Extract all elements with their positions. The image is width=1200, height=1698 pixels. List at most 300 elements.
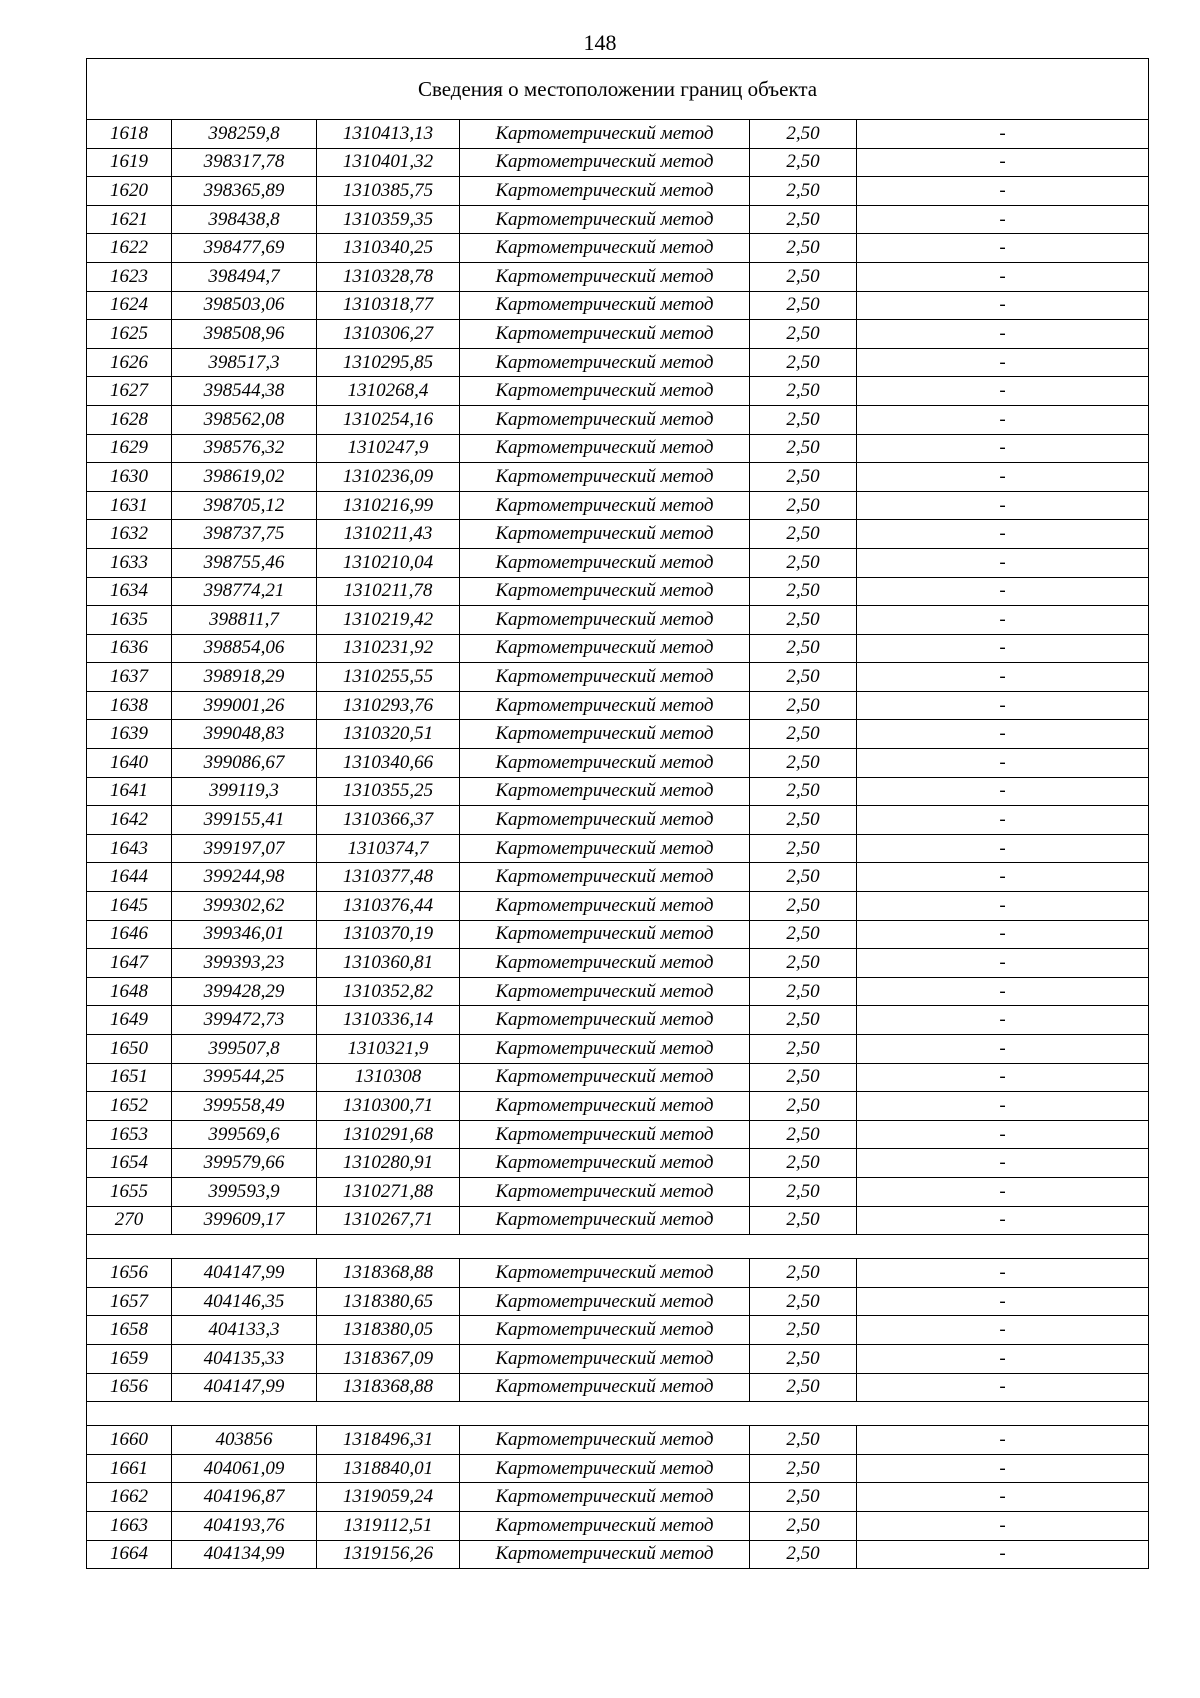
cell-note: -: [857, 1511, 1149, 1540]
cell-note: -: [857, 634, 1149, 663]
cell-note: -: [857, 663, 1149, 692]
cell-precision: 2,50: [750, 348, 857, 377]
separator-row: [87, 1235, 1149, 1259]
cell-note: -: [857, 1006, 1149, 1035]
cell-precision: 2,50: [750, 1426, 857, 1455]
cell-point-number: 1644: [87, 863, 172, 892]
cell-precision: 2,50: [750, 1120, 857, 1149]
cell-point-number: 1655: [87, 1177, 172, 1206]
cell-note: -: [857, 348, 1149, 377]
cell-method: Картометрический метод: [460, 1035, 750, 1064]
cell-precision: 2,50: [750, 1316, 857, 1345]
cell-method: Картометрический метод: [460, 920, 750, 949]
cell-point-number: 1631: [87, 491, 172, 520]
cell-note: -: [857, 1063, 1149, 1092]
cell-point-number: 1646: [87, 920, 172, 949]
cell-note: -: [857, 834, 1149, 863]
cell-coordinate-y: 1310271,88: [317, 1177, 460, 1206]
table-row: [87, 606, 1149, 635]
cell-coordinate-x: 398737,75: [172, 520, 317, 549]
table-row: [87, 1426, 1149, 1455]
cell-precision: 2,50: [750, 320, 857, 349]
table-row: [87, 834, 1149, 863]
cell-coordinate-x: 404133,3: [172, 1316, 317, 1345]
cell-precision: 2,50: [750, 1511, 857, 1540]
table-row: [87, 663, 1149, 692]
table-row: [87, 1287, 1149, 1316]
table-row: [87, 977, 1149, 1006]
cell-point-number: 1634: [87, 577, 172, 606]
cell-coordinate-x: 398508,96: [172, 320, 317, 349]
table-row: [87, 434, 1149, 463]
cell-coordinate-y: 1310280,91: [317, 1149, 460, 1178]
cell-method: Картометрический метод: [460, 663, 750, 692]
cell-point-number: 1657: [87, 1287, 172, 1316]
cell-note: -: [857, 1092, 1149, 1121]
cell-coordinate-x: 399086,67: [172, 749, 317, 778]
table-row: [87, 205, 1149, 234]
cell-method: Картометрический метод: [460, 1259, 750, 1288]
cell-coordinate-y: 1318368,88: [317, 1259, 460, 1288]
cell-point-number: 1619: [87, 148, 172, 177]
cell-point-number: 1647: [87, 949, 172, 978]
cell-point-number: 1628: [87, 405, 172, 434]
cell-method: Картометрический метод: [460, 949, 750, 978]
cell-method: Картометрический метод: [460, 1316, 750, 1345]
cell-coordinate-x: 398755,46: [172, 548, 317, 577]
cell-coordinate-x: 404146,35: [172, 1287, 317, 1316]
cell-point-number: 1641: [87, 777, 172, 806]
cell-coordinate-x: 398811,7: [172, 606, 317, 635]
cell-point-number: 1625: [87, 320, 172, 349]
cell-note: -: [857, 949, 1149, 978]
cell-note: -: [857, 1454, 1149, 1483]
cell-method: Картометрический метод: [460, 120, 750, 149]
cell-point-number: 1642: [87, 806, 172, 835]
cell-point-number: 1627: [87, 377, 172, 406]
cell-coordinate-y: 1310385,75: [317, 177, 460, 206]
table-row: [87, 634, 1149, 663]
cell-coordinate-y: 1318840,01: [317, 1454, 460, 1483]
table-row: [87, 749, 1149, 778]
cell-precision: 2,50: [750, 177, 857, 206]
cell-method: Картометрический метод: [460, 1344, 750, 1373]
cell-precision: 2,50: [750, 634, 857, 663]
cell-coordinate-x: 399609,17: [172, 1206, 317, 1235]
cell-note: -: [857, 691, 1149, 720]
table-title: Сведения о местоположении границ объекта: [87, 59, 1149, 120]
cell-coordinate-y: 1318380,65: [317, 1287, 460, 1316]
cell-point-number: 1640: [87, 749, 172, 778]
cell-method: Картометрический метод: [460, 434, 750, 463]
cell-coordinate-y: 1310328,78: [317, 262, 460, 291]
cell-precision: 2,50: [750, 1092, 857, 1121]
cell-point-number: 1637: [87, 663, 172, 692]
cell-note: -: [857, 205, 1149, 234]
cell-coordinate-y: 1319059,24: [317, 1483, 460, 1512]
cell-note: -: [857, 1035, 1149, 1064]
cell-coordinate-x: 399472,73: [172, 1006, 317, 1035]
cell-method: Картометрический метод: [460, 1120, 750, 1149]
cell-method: Картометрический метод: [460, 749, 750, 778]
cell-coordinate-x: 404147,99: [172, 1259, 317, 1288]
cell-point-number: 1620: [87, 177, 172, 206]
cell-coordinate-x: 398494,7: [172, 262, 317, 291]
cell-method: Картометрический метод: [460, 148, 750, 177]
cell-coordinate-y: 1310370,19: [317, 920, 460, 949]
cell-point-number: 1626: [87, 348, 172, 377]
cell-precision: 2,50: [750, 834, 857, 863]
cell-coordinate-y: 1310267,71: [317, 1206, 460, 1235]
cell-precision: 2,50: [750, 405, 857, 434]
cell-note: -: [857, 120, 1149, 149]
cell-note: -: [857, 1344, 1149, 1373]
cell-coordinate-x: 399001,26: [172, 691, 317, 720]
cell-note: -: [857, 491, 1149, 520]
separator-row: [87, 1402, 1149, 1426]
cell-point-number: 1643: [87, 834, 172, 863]
table-row: [87, 1344, 1149, 1373]
cell-point-number: 1638: [87, 691, 172, 720]
cell-note: -: [857, 606, 1149, 635]
cell-coordinate-y: 1318367,09: [317, 1344, 460, 1373]
cell-coordinate-y: 1310355,25: [317, 777, 460, 806]
cell-method: Картометрический метод: [460, 1149, 750, 1178]
cell-precision: 2,50: [750, 1206, 857, 1235]
cell-method: Картометрический метод: [460, 520, 750, 549]
cell-coordinate-x: 398517,3: [172, 348, 317, 377]
cell-note: -: [857, 749, 1149, 778]
table-row: [87, 1316, 1149, 1345]
cell-coordinate-x: 403856: [172, 1426, 317, 1455]
cell-method: Картометрический метод: [460, 205, 750, 234]
cell-point-number: 1621: [87, 205, 172, 234]
table-header-row: [87, 59, 1149, 120]
cell-coordinate-x: 398317,78: [172, 148, 317, 177]
cell-coordinate-x: 398503,06: [172, 291, 317, 320]
cell-note: -: [857, 863, 1149, 892]
cell-coordinate-y: 1310300,71: [317, 1092, 460, 1121]
cell-note: -: [857, 291, 1149, 320]
cell-precision: 2,50: [750, 777, 857, 806]
cell-point-number: 1622: [87, 234, 172, 263]
table-row: [87, 720, 1149, 749]
cell-method: Картометрический метод: [460, 1540, 750, 1569]
cell-point-number: 1654: [87, 1149, 172, 1178]
cell-method: Картометрический метод: [460, 405, 750, 434]
cell-coordinate-x: 399119,3: [172, 777, 317, 806]
cell-coordinate-y: 1310340,66: [317, 749, 460, 778]
cell-precision: 2,50: [750, 691, 857, 720]
cell-note: -: [857, 577, 1149, 606]
cell-precision: 2,50: [750, 262, 857, 291]
cell-note: -: [857, 1373, 1149, 1402]
cell-coordinate-x: 398365,89: [172, 177, 317, 206]
cell-precision: 2,50: [750, 663, 857, 692]
cell-method: Картометрический метод: [460, 1454, 750, 1483]
cell-coordinate-y: 1319156,26: [317, 1540, 460, 1569]
cell-coordinate-y: 1310320,51: [317, 720, 460, 749]
table-row: [87, 920, 1149, 949]
cell-point-number: 1658: [87, 1316, 172, 1345]
cell-note: -: [857, 806, 1149, 835]
cell-coordinate-y: 1310318,77: [317, 291, 460, 320]
cell-point-number: 1623: [87, 262, 172, 291]
cell-coordinate-x: 398477,69: [172, 234, 317, 263]
cell-coordinate-x: 398705,12: [172, 491, 317, 520]
cell-precision: 2,50: [750, 977, 857, 1006]
cell-coordinate-x: 398544,38: [172, 377, 317, 406]
cell-note: -: [857, 920, 1149, 949]
cell-precision: 2,50: [750, 749, 857, 778]
cell-precision: 2,50: [750, 491, 857, 520]
cell-coordinate-y: 1310321,9: [317, 1035, 460, 1064]
cell-point-number: 1659: [87, 1344, 172, 1373]
cell-precision: 2,50: [750, 949, 857, 978]
cell-point-number: 1632: [87, 520, 172, 549]
cell-method: Картометрический метод: [460, 320, 750, 349]
cell-coordinate-x: 398259,8: [172, 120, 317, 149]
cell-coordinate-y: 1318496,31: [317, 1426, 460, 1455]
cell-coordinate-y: 1310374,7: [317, 834, 460, 863]
cell-note: -: [857, 177, 1149, 206]
table-row: [87, 234, 1149, 263]
cell-point-number: 1660: [87, 1426, 172, 1455]
table-row: [87, 1149, 1149, 1178]
table-row: [87, 463, 1149, 492]
cell-method: Картометрический метод: [460, 1063, 750, 1092]
cell-method: Картометрический метод: [460, 834, 750, 863]
cell-method: Картометрический метод: [460, 634, 750, 663]
cell-precision: 2,50: [750, 377, 857, 406]
table-row: [87, 320, 1149, 349]
table-row: [87, 1035, 1149, 1064]
cell-coordinate-x: 404193,76: [172, 1511, 317, 1540]
cell-coordinate-x: 404196,87: [172, 1483, 317, 1512]
cell-precision: 2,50: [750, 548, 857, 577]
table-row: [87, 1259, 1149, 1288]
table-row: [87, 949, 1149, 978]
cell-coordinate-x: 398438,8: [172, 205, 317, 234]
cell-note: -: [857, 434, 1149, 463]
table-row: [87, 577, 1149, 606]
separator-cell: [87, 1235, 1149, 1259]
table-row: [87, 1120, 1149, 1149]
cell-coordinate-y: 1310254,16: [317, 405, 460, 434]
cell-coordinate-x: 398918,29: [172, 663, 317, 692]
cell-point-number: 1648: [87, 977, 172, 1006]
cell-point-number: 1645: [87, 892, 172, 921]
cell-precision: 2,50: [750, 720, 857, 749]
cell-coordinate-y: 1310359,35: [317, 205, 460, 234]
table-row: [87, 1483, 1149, 1512]
cell-method: Картометрический метод: [460, 491, 750, 520]
cell-coordinate-x: 399393,23: [172, 949, 317, 978]
cell-method: Картометрический метод: [460, 348, 750, 377]
cell-method: Картометрический метод: [460, 177, 750, 206]
cell-precision: 2,50: [750, 577, 857, 606]
cell-note: -: [857, 1426, 1149, 1455]
cell-point-number: 1630: [87, 463, 172, 492]
cell-precision: 2,50: [750, 1373, 857, 1402]
cell-point-number: 1651: [87, 1063, 172, 1092]
cell-note: -: [857, 1120, 1149, 1149]
cell-precision: 2,50: [750, 1287, 857, 1316]
cell-method: Картометрический метод: [460, 1373, 750, 1402]
cell-point-number: 1652: [87, 1092, 172, 1121]
cell-note: -: [857, 1259, 1149, 1288]
cell-precision: 2,50: [750, 1259, 857, 1288]
cell-coordinate-y: 1310366,37: [317, 806, 460, 835]
cell-method: Картометрический метод: [460, 291, 750, 320]
cell-coordinate-x: 398854,06: [172, 634, 317, 663]
cell-precision: 2,50: [750, 806, 857, 835]
cell-method: Картометрический метод: [460, 234, 750, 263]
cell-precision: 2,50: [750, 606, 857, 635]
cell-coordinate-x: 404061,09: [172, 1454, 317, 1483]
table-row: [87, 520, 1149, 549]
cell-note: -: [857, 1206, 1149, 1235]
cell-point-number: 1653: [87, 1120, 172, 1149]
cell-coordinate-y: 1310268,4: [317, 377, 460, 406]
cell-coordinate-y: 1310340,25: [317, 234, 460, 263]
table-row: [87, 1063, 1149, 1092]
cell-point-number: 1656: [87, 1259, 172, 1288]
cell-method: Картометрический метод: [460, 691, 750, 720]
cell-note: -: [857, 377, 1149, 406]
cell-coordinate-y: 1310231,92: [317, 634, 460, 663]
cell-precision: 2,50: [750, 1149, 857, 1178]
cell-coordinate-x: 399244,98: [172, 863, 317, 892]
table-row: [87, 548, 1149, 577]
cell-coordinate-y: 1310216,99: [317, 491, 460, 520]
cell-precision: 2,50: [750, 205, 857, 234]
cell-precision: 2,50: [750, 892, 857, 921]
cell-coordinate-x: 399593,9: [172, 1177, 317, 1206]
page-number: 148: [583, 30, 617, 55]
boundary-coordinates-table: [86, 58, 1149, 1569]
cell-precision: 2,50: [750, 463, 857, 492]
cell-method: Картометрический метод: [460, 1287, 750, 1316]
cell-point-number: 1664: [87, 1540, 172, 1569]
cell-note: -: [857, 405, 1149, 434]
table-row: [87, 863, 1149, 892]
cell-note: -: [857, 777, 1149, 806]
cell-coordinate-x: 404147,99: [172, 1373, 317, 1402]
cell-coordinate-x: 399544,25: [172, 1063, 317, 1092]
table-row: [87, 491, 1149, 520]
cell-coordinate-y: 1310211,78: [317, 577, 460, 606]
cell-coordinate-x: 399346,01: [172, 920, 317, 949]
cell-method: Картометрический метод: [460, 1483, 750, 1512]
table-row: [87, 1006, 1149, 1035]
cell-precision: 2,50: [750, 1454, 857, 1483]
cell-method: Картометрический метод: [460, 977, 750, 1006]
cell-precision: 2,50: [750, 291, 857, 320]
cell-point-number: 1662: [87, 1483, 172, 1512]
cell-precision: 2,50: [750, 1063, 857, 1092]
cell-note: -: [857, 262, 1149, 291]
cell-coordinate-y: 1310336,14: [317, 1006, 460, 1035]
cell-coordinate-y: 1319112,51: [317, 1511, 460, 1540]
cell-method: Картометрический метод: [460, 1006, 750, 1035]
cell-coordinate-y: 1310236,09: [317, 463, 460, 492]
cell-method: Картометрический метод: [460, 1511, 750, 1540]
cell-precision: 2,50: [750, 863, 857, 892]
table-row: [87, 806, 1149, 835]
cell-method: Картометрический метод: [460, 577, 750, 606]
table-row: [87, 1454, 1149, 1483]
cell-note: -: [857, 548, 1149, 577]
cell-point-number: 1649: [87, 1006, 172, 1035]
cell-coordinate-x: 399155,41: [172, 806, 317, 835]
table-row: [87, 1540, 1149, 1569]
cell-coordinate-y: 1310293,76: [317, 691, 460, 720]
table-row: [87, 148, 1149, 177]
cell-note: -: [857, 892, 1149, 921]
cell-coordinate-x: 398576,32: [172, 434, 317, 463]
cell-coordinate-y: 1318368,88: [317, 1373, 460, 1402]
separator-cell: [87, 1402, 1149, 1426]
table-row: [87, 291, 1149, 320]
table-row: [87, 120, 1149, 149]
cell-coordinate-y: 1310377,48: [317, 863, 460, 892]
table-row: [87, 1511, 1149, 1540]
cell-point-number: 1656: [87, 1373, 172, 1402]
cell-coordinate-x: 399197,07: [172, 834, 317, 863]
cell-coordinate-x: 398619,02: [172, 463, 317, 492]
cell-point-number: 270: [87, 1206, 172, 1235]
cell-coordinate-x: 399048,83: [172, 720, 317, 749]
cell-precision: 2,50: [750, 1540, 857, 1569]
cell-note: -: [857, 977, 1149, 1006]
cell-method: Картометрический метод: [460, 1177, 750, 1206]
cell-precision: 2,50: [750, 1344, 857, 1373]
cell-note: -: [857, 1149, 1149, 1178]
cell-note: -: [857, 1177, 1149, 1206]
table-row: [87, 1177, 1149, 1206]
cell-method: Картометрический метод: [460, 548, 750, 577]
cell-coordinate-y: 1310308: [317, 1063, 460, 1092]
cell-method: Картометрический метод: [460, 892, 750, 921]
cell-coordinate-x: 399302,62: [172, 892, 317, 921]
cell-method: Картометрический метод: [460, 1206, 750, 1235]
cell-coordinate-y: 1310376,44: [317, 892, 460, 921]
cell-note: -: [857, 520, 1149, 549]
cell-method: Картометрический метод: [460, 463, 750, 492]
cell-point-number: 1618: [87, 120, 172, 149]
cell-coordinate-x: 404135,33: [172, 1344, 317, 1373]
table-row: [87, 691, 1149, 720]
table-row: [87, 377, 1149, 406]
cell-coordinate-y: 1310295,85: [317, 348, 460, 377]
cell-coordinate-y: 1310210,04: [317, 548, 460, 577]
cell-coordinate-x: 398562,08: [172, 405, 317, 434]
cell-precision: 2,50: [750, 234, 857, 263]
cell-coordinate-x: 398774,21: [172, 577, 317, 606]
cell-coordinate-y: 1310219,42: [317, 606, 460, 635]
cell-note: -: [857, 148, 1149, 177]
cell-note: -: [857, 234, 1149, 263]
cell-method: Картометрический метод: [460, 1092, 750, 1121]
cell-method: Картометрический метод: [460, 377, 750, 406]
cell-coordinate-y: 1310352,82: [317, 977, 460, 1006]
table-row: [87, 262, 1149, 291]
cell-coordinate-y: 1310401,32: [317, 148, 460, 177]
cell-method: Картометрический метод: [460, 606, 750, 635]
cell-precision: 2,50: [750, 1035, 857, 1064]
table-row: [87, 1092, 1149, 1121]
